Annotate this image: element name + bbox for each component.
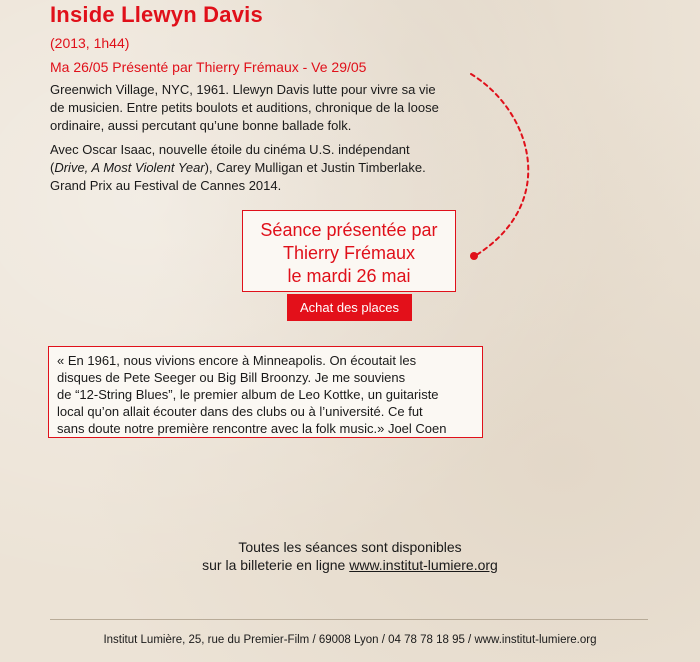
synopsis-line: de musicien. Entre petits boulots et auditions, chronique de la loose [50,100,439,115]
synopsis-line: Greenwich Village, NYC, 1961. Llewyn Davis lutte pour vivre sa vie [50,82,436,97]
quote-line: local qu’on allait écouter dans des clubs ou à l’université. Ce fut [57,404,423,419]
availability-line [0,556,700,574]
quote-line: « En 1961, nous vivions encore à Minneapolis. On écoutait les [57,353,417,368]
film-year-duration: (2013, 1h44) [50,35,130,51]
award-line: Grand Prix au Festival de Cannes 2014. [50,178,282,193]
synopsis-line: ordinaire, aussi percutant qu’une bonne ballade folk. [50,118,352,133]
quote-box [48,346,483,438]
seance-line: le mardi 26 mai [287,266,411,286]
quote-line: disques de Pete Seeger ou Big Bill Broonzy. Je me souviens [57,370,406,385]
paren-open: ( [50,160,55,175]
seance-line: Thierry Frémaux [282,243,416,263]
film-references: Drive, A Most Violent Year [54,160,205,175]
seance-line: Séance présentée par [260,220,438,240]
availability-line: Toutes les séances sont disponibles [238,539,462,555]
film-screenings: Ma 26/05 Présenté par Thierry Frémaux - Ve 29/05 [50,59,367,75]
buy-tickets-button[interactable]: Achat des places [287,294,412,321]
footer-address: Institut Lumière, 25, rue du Premier-Film / 69008 Lyon / 04 78 78 18 95 / www.institut-lumiere.org [103,634,597,646]
seance-callout [242,210,456,292]
quote-line: sans doute notre première rencontre avec la folk music.» Joel Coen [57,421,447,436]
quote-line: de “12-String Blues”, le premier album de Leo Kottke, un guitariste [57,387,439,402]
film-title: Inside Llewyn Davis [50,2,263,27]
ticketing-link[interactable]: www.institut-lumiere.org [349,557,498,573]
availability-prefix: sur la billeterie en ligne [202,557,350,573]
cast-names: ), Carey Mulligan et Justin Timberlake. [204,160,426,175]
cast-line: Avec Oscar Isaac, nouvelle étoile du cinéma U.S. indépendant [50,142,410,157]
availability-notice [0,538,700,574]
footer-divider [50,619,648,620]
